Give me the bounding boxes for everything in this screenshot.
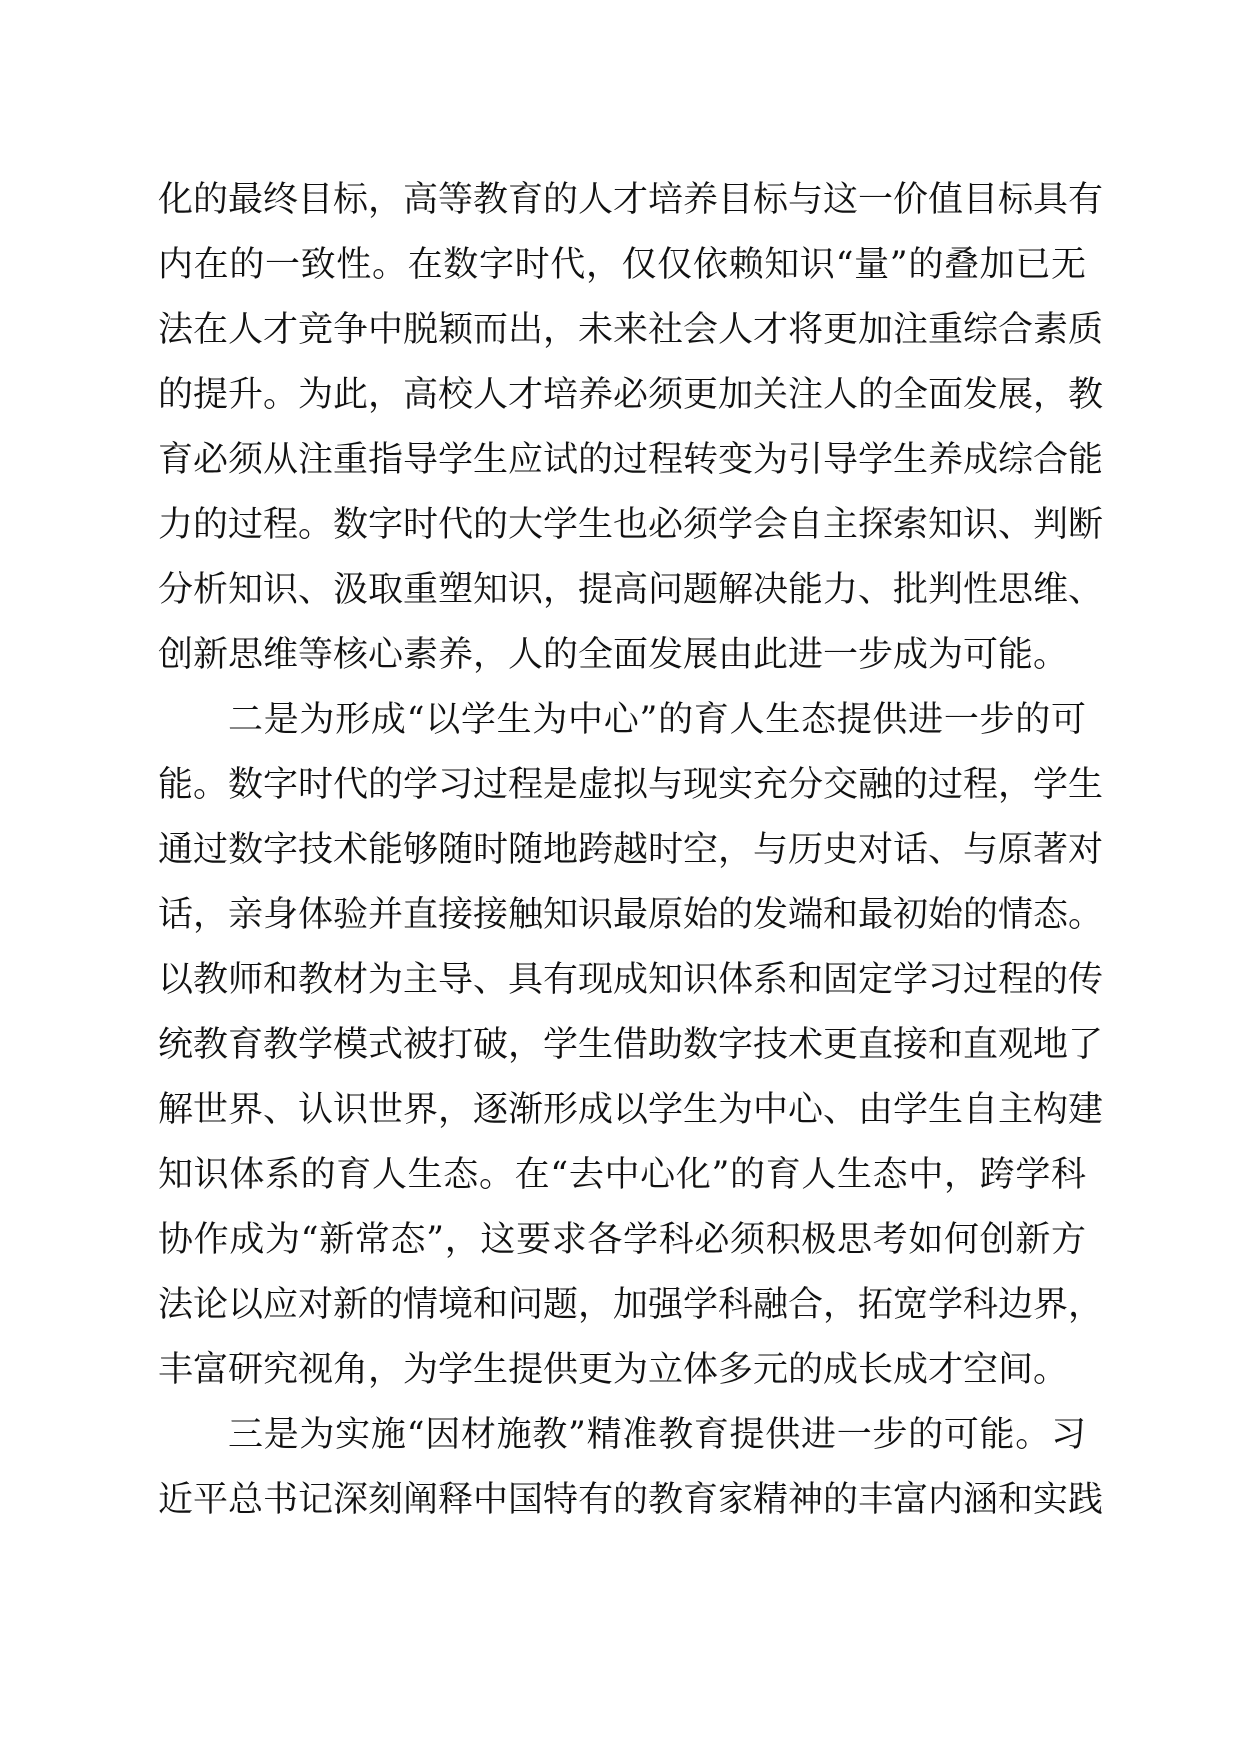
body-text bbox=[158, 168, 1104, 1533]
paragraph-1 bbox=[158, 168, 1104, 688]
text-line: 统教育教学模式被打破，学生借助数字技术更直接和直观地了 bbox=[158, 1025, 1104, 1065]
paragraph-2 bbox=[158, 688, 1104, 1403]
text-line: 的提升。为此，高校人才培养必须更加关注人的全面发展，教 bbox=[158, 375, 1104, 415]
text-line: 化的最终目标，高等教育的人才培养目标与这一价值目标具有 bbox=[158, 180, 1104, 220]
text-line: 内在的一致性。在数字时代，仅仅依赖知识“量”的叠加已无 bbox=[158, 245, 1086, 285]
text-line: 法论以应对新的情境和问题，加强学科融合，拓宽学科边界， bbox=[158, 1285, 1104, 1325]
text-line: 协作成为“新常态”，这要求各学科必须积极思考如何创新方 bbox=[158, 1220, 1086, 1260]
text-line: 以教师和教材为主导、具有现成知识体系和固定学习过程的传 bbox=[158, 960, 1104, 1000]
text-line: 法在人才竞争中脱颖而出，未来社会人才将更加注重综合素质 bbox=[158, 310, 1104, 350]
text-line: 创新思维等核心素养，人的全面发展由此进一步成为可能。 bbox=[158, 635, 1069, 675]
text-line: 能。数字时代的学习过程是虚拟与现实充分交融的过程，学生 bbox=[158, 765, 1104, 805]
text-line: 通过数字技术能够随时随地跨越时空，与历史对话、与原著对 bbox=[158, 830, 1104, 870]
text-line: 育必须从注重指导学生应试的过程转变为引导学生养成综合能 bbox=[158, 440, 1104, 480]
text-line: 丰富研究视角，为学生提供更为立体多元的成长成才空间。 bbox=[158, 1350, 1069, 1390]
text-line: 分析知识、汲取重塑知识，提高问题解决能力、批判性思维、 bbox=[158, 570, 1104, 610]
text-line: 近平总书记深刻阐释中国特有的教育家精神的丰富内涵和实践 bbox=[158, 1480, 1104, 1520]
text-line: 知识体系的育人生态。在“去中心化”的育人生态中，跨学科 bbox=[158, 1155, 1086, 1195]
text-line: 力的过程。数字时代的大学生也必须学会自主探索知识、判断 bbox=[158, 505, 1104, 545]
text-line: 解世界、认识世界，逐渐形成以学生为中心、由学生自主构建 bbox=[158, 1090, 1104, 1130]
text-line: 三是为实施“因材施教”精准教育提供进一步的可能。习 bbox=[228, 1415, 1086, 1455]
text-line: 话，亲身体验并直接接触知识最原始的发端和最初始的情态。 bbox=[158, 895, 1104, 935]
paragraph-3 bbox=[158, 1403, 1104, 1533]
text-line: 二是为形成“以学生为中心”的育人生态提供进一步的可 bbox=[228, 700, 1086, 740]
